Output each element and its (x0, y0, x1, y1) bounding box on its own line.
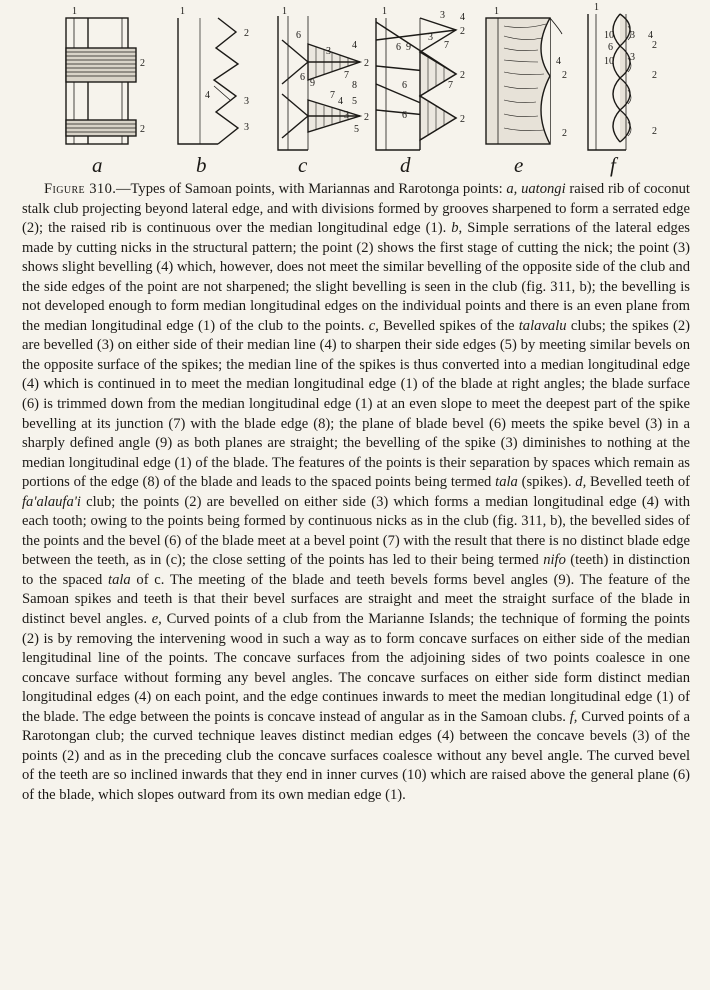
callout-c-3: 3 (326, 46, 331, 57)
panel-c-drawing (278, 16, 360, 150)
caption-text-2: raised rib of coconut stalk club projecting beyond lateral edge, and with divisions formed by grooves sharpened to form a serrated edge (2); the raised rib is continuous over the median longitudinal edge (1). (22, 181, 690, 237)
caption-label-c: c, (368, 317, 379, 334)
callout-d-8: 2 (460, 26, 465, 37)
callout-e-1: 1 (494, 6, 499, 17)
caption-text-3: Simple serrations of the lateral edges made by cutting nicks in the structural pattern; the point (2) shows the first stage of cutting the nick; the point (3) shows slight bevelling (4) which, however, does not meet the similar bevelling of the opposite side of the club and the side edges of the point are not sharpened; the slight bevelling is seen in the club (fig. 311, b); the bevelling is not developed enough to form median longitudinal edges on the individual points and there is an even plane from the median longitudinal edge (1) of the club to the points. (22, 220, 690, 334)
term-faalaufai: fa'alaufa'i (22, 493, 81, 510)
figure-label: Figure 310 (44, 181, 113, 197)
panel-label-b: b (196, 153, 207, 177)
callout-d-13: 2 (460, 114, 465, 125)
callout-f-2: 10 (604, 30, 614, 41)
callout-e-2: 4 (556, 56, 561, 67)
callout-c-7: 8 (352, 80, 357, 91)
callout-f-9: 2 (652, 70, 657, 81)
callout-f-8: 3 (630, 52, 635, 63)
caption-paragraph (22, 180, 690, 806)
caption-label-e: e, (151, 611, 162, 628)
callout-f-5: 6 (608, 42, 613, 53)
callout-d-11: 2 (460, 70, 465, 81)
callout-c-9: 9 (310, 78, 315, 89)
callout-f-1: 1 (594, 2, 599, 13)
callout-a-2: 2 (140, 58, 145, 69)
figure-310-drawings (0, 0, 710, 178)
callout-b-1: 1 (180, 6, 185, 17)
caption-label-a: a, (506, 181, 518, 197)
callout-d-12: 6 (402, 110, 407, 121)
caption-label-d: d, (575, 474, 587, 491)
callout-d-6: 3 (428, 32, 433, 43)
callout-c-8: 6 (300, 72, 305, 83)
callout-c-1: 1 (282, 6, 287, 17)
callout-d-5: 9 (406, 42, 411, 53)
caption-label-b: b, (451, 220, 463, 237)
caption-text-4: Bevelled spikes of the (378, 317, 519, 334)
callout-c-4: 4 (352, 40, 357, 51)
caption-text-8: club; the points (2) are bevelled on either side (3) which forms a median longitudinal edge (4) with each tooth; owing to the points being formed by continuous nicks as in the club (fig. 311, b), the bevelled sides of the points and the bevel (6) of the blade meet at a bevel point (7) with the result that there is no distinct blade edge between the teeth, as in (c); the close setting of the points has led to their being termed (22, 493, 690, 569)
caption-label-f: f, (569, 708, 578, 725)
term-nifo: nifo (543, 552, 566, 569)
callout-c-15: 5 (354, 124, 359, 135)
caption-text-12: Curved points of a Rarotongan club; the curved technique leaves distinct median edges (4) between the concave bevels (3) of the points (2) and as in the preceding club the concave surfaces coalesce without any bevel angle. The curved bevel of the teeth are so inclined inwards that they end in inner curves (10) which are raised above the general plane (6) of the blade, which slopes outward from its own median edge (1). (22, 708, 690, 803)
term-tala-2: tala (108, 571, 131, 588)
caption-text-7: Bevelled teeth of (586, 474, 690, 491)
callout-d-10: 6 (402, 80, 407, 91)
term-tala: tala (495, 474, 518, 491)
caption-text-9: (teeth) in distinction to the spaced (22, 552, 690, 588)
callout-d-2: 3 (440, 10, 445, 21)
callout-c-12: 5 (352, 96, 357, 107)
caption-text-10: of c. The meeting of the blade and teeth bevels forms bevel angles (9). The feature of the Samoan spikes and teeth is that their bevel surfaces are straight and meet the straight surface of the blade in distinct bevel angles. (22, 571, 690, 628)
panel-e-drawing (486, 18, 562, 144)
callout-d-9: 7 (448, 80, 453, 91)
panel-label-d: d (400, 153, 411, 177)
caption-text-5: clubs; the spikes (2) are bevelled (3) on either side of their median line (4) to sharpen their side edges (5) by meeting similar bevels on the opposite surface of the spikes; the median line of the spikes is thus converted into a median longitudinal edge (4) which is continued in to meet the median longitudinal edge (1) of the blade at right angles; the blade surface (6) is trimmed down from the median longitudinal edge (1) at an even slope to meet the deepest part of the spike bevelling at its junction (7) with the blade edge (8); the plane of blade bevel (6) meets the spike bevel (3) in a sharply defined angle (9) as both planes are straight; the bevelling of the spike (3) diminishes to nothing at the median longitudinal edge (1) of the blade. The features of the points is their separation by spaces which remain as portions of the edge (8) of the blade and leads to the spaced points being termed (22, 317, 690, 491)
callout-c-10: 7 (330, 90, 335, 101)
panel-label-c: c (298, 153, 308, 177)
callout-d-4: 6 (396, 42, 401, 53)
callout-c-6: 7 (344, 70, 349, 81)
caption-text-6: (spikes). (517, 474, 576, 491)
caption-text-1: .—Types of Samoan points, with Mariannas and Rarotonga points: (112, 181, 507, 197)
callout-b-4: 3 (244, 96, 249, 107)
term-uatongi: uatongi (521, 181, 566, 197)
callout-a-1: 1 (72, 6, 77, 17)
figure-svg (0, 0, 710, 178)
callout-c-11: 4 (338, 96, 343, 107)
figure-caption (22, 180, 690, 806)
callout-c-2: 6 (296, 30, 301, 41)
callout-d-3: 4 (460, 12, 465, 23)
callout-f-7: 10 (604, 56, 614, 67)
term-talavalu: talavalu (518, 317, 567, 334)
callout-d-7: 7 (444, 40, 449, 51)
callout-f-6: 2 (652, 40, 657, 51)
callout-a-3: 2 (140, 124, 145, 135)
callout-d-1: 1 (382, 6, 387, 17)
caption-text-11: Curved points of a club from the Marianne Islands; the technique of forming the points (2) is by removing the intervening wood in such a way as to form concave surfaces on either side of the median lengitudinal line of the points. The concave surfaces from the adjoining sides of two points coalesce in one concave surface without forming any bevel angles. The concave surfaces on either side form distinct median longitudinal edges (4) on each point, and the edge continues inwards to meet the median longitudinal edge (1) of the blade. The edge between the points is concave instead of angular as in the Samoan clubs. (22, 611, 690, 725)
callout-c-14: 2 (364, 112, 369, 123)
callout-f-10: 2 (652, 126, 657, 137)
panel-label-e: e (514, 153, 524, 177)
panel-label-f: f (610, 153, 616, 177)
callout-f-4: 4 (648, 30, 653, 41)
callout-b-5: 3 (244, 122, 249, 133)
callout-f-3: 3 (630, 30, 635, 41)
panel-a-drawing (66, 18, 136, 144)
callout-c-13: 3 (344, 110, 349, 121)
callout-c-5: 2 (364, 58, 369, 69)
callout-e-3: 2 (562, 70, 567, 81)
callout-b-3: 4 (205, 90, 210, 101)
callout-b-2: 2 (244, 28, 249, 39)
panel-b-drawing (178, 18, 238, 144)
panel-d-drawing (376, 18, 456, 150)
panel-label-a: a (92, 153, 103, 177)
callout-e-4: 2 (562, 128, 567, 139)
